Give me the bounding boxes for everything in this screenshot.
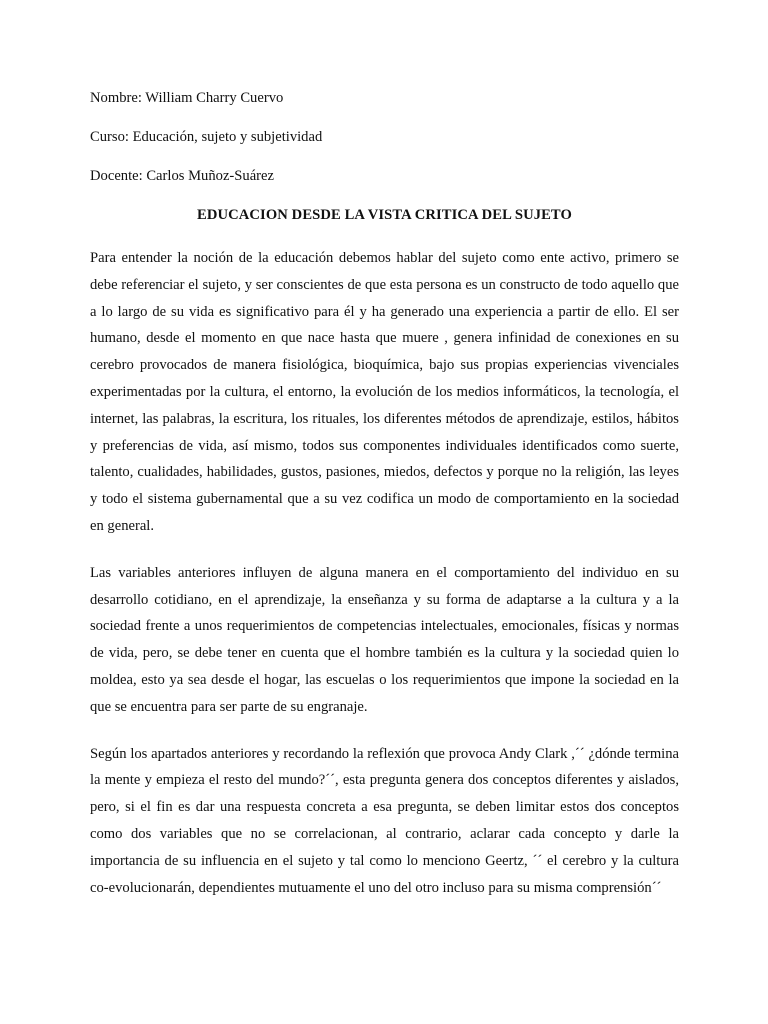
document-title: EDUCACION DESDE LA VISTA CRITICA DEL SUJETO — [197, 207, 572, 223]
paragraph-3: Según los apartados anteriores y recordando la reflexión que provoca Andy Clark ,´´ ¿dónde termina la mente y empieza el resto del mundo?´´, esta pregunta genera dos conceptos diferentes y aislados, pero, si el fin es dar una respuesta concreta a esa pregunta, se deben limitar estos dos conceptos como dos variables que no se correlacionan, al contrario, aclarar cada concepto y darle la importancia de su influencia en el sujeto y tal como lo menciono Geertz, ´´ el cerebro y la cultura co-evolucionarán, dependientes mutuamente el uno del otro incluso para su misma comprensión´´ — [90, 745, 679, 896]
teacher-name: Docente: Carlos Muñoz-Suárez — [90, 168, 274, 184]
paragraph-2: Las variables anteriores influyen de alguna manera en el comportamiento del individuo en su desarrollo cotidiano, en el aprendizaje, la enseñanza y su forma de adaptarse a la cultura y a la sociedad frente a unos requerimientos de competencias intelectuales, emocionales, físicas y normas de vida, pero, se debe tener en cuenta que el hombre también es la cultura y la sociedad quien lo moldea, esto ya sea desde el hogar, las escuelas o los requerimientos que impone la sociedad en la que se encuentra para ser parte de su engranaje. — [90, 564, 679, 715]
paragraph-1: Para entender la noción de la educación debemos hablar del sujeto como ente activo, primero se debe referenciar el sujeto, y ser conscientes de que esta persona es un constructo de todo aquello que a lo largo de su vida es significativo para él y ha generado una experiencia a partir de ello. El ser humano, desde el momento en que nace hasta que muere , genera infinidad de conexiones en su cerebro provocados de manera fisiológica, bioquímica, bajo sus propias experiencias vivenciales experimentadas por la cultura, el entorno, la evolución de los medios informáticos, la tecnología, el internet, las palabras, la escritura, los rituales, los diferentes métodos de aprendizaje, estilos, hábitos y preferencias de vida, así mismo, todos sus componentes individuales identificados como suerte, talento, cualidades, habilidades, gustos, pasiones, miedos, defectos y porque no la religión, las leyes y todo el sistema gubernamental que a su vez codifica un modo de comportamiento en la sociedad en general. — [90, 250, 679, 534]
document-page — [90, 88, 679, 921]
course-name: Curso: Educación, sujeto y subjetividad — [90, 129, 323, 145]
student-name: Nombre: William Charry Cuervo — [90, 90, 284, 106]
